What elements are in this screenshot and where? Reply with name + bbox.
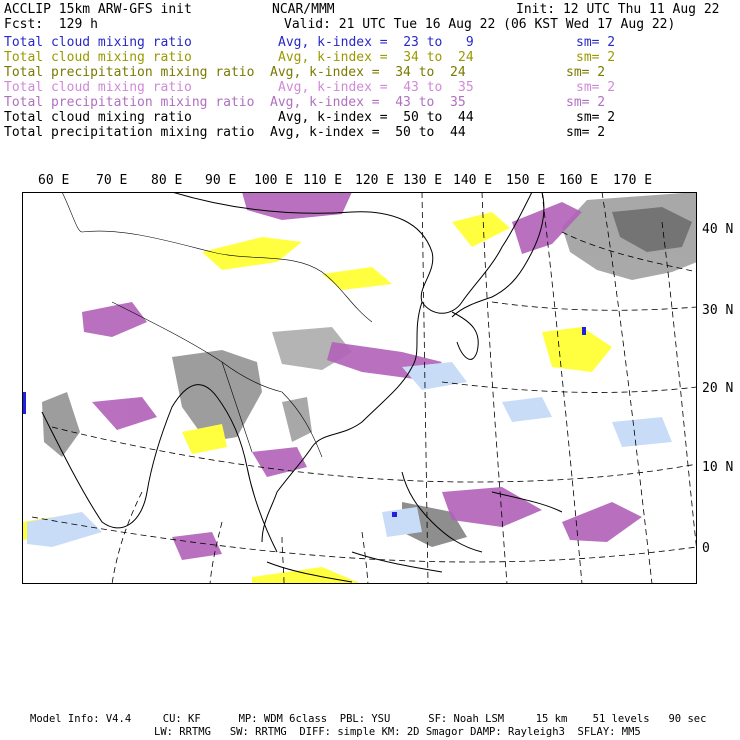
lon-label: 150 E [506, 173, 546, 188]
field-row [0, 125, 740, 140]
lon-label: 80 E [151, 173, 183, 188]
field-row [0, 95, 740, 110]
field-row [0, 35, 740, 50]
lon-label: 90 E [205, 173, 237, 188]
lat-label: 0 [702, 541, 710, 556]
field-avg: Avg, k-index = 50 to 44 [278, 110, 474, 125]
field-avg: Avg, k-index = 43 to 35 [278, 80, 474, 95]
field-label: Total cloud mixing ratio [4, 110, 192, 125]
field-row [0, 65, 740, 80]
lon-label: 140 E [453, 173, 493, 188]
field-row [0, 80, 740, 95]
field-avg: Avg, k-index = 43 to 35 [270, 95, 466, 110]
field-sm: sm= 2 [576, 110, 616, 125]
lon-label: 100 E [254, 173, 294, 188]
forecast-hour: Fcst: 129 h [4, 17, 98, 32]
lon-label: 60 E [38, 173, 70, 188]
field-avg: Avg, k-index = 34 to 24 [270, 65, 466, 80]
field-avg: Avg, k-index = 34 to 24 [278, 50, 474, 65]
field-label: Total cloud mixing ratio [4, 35, 192, 50]
field-sm: sm= 2 [566, 95, 606, 110]
field-row [0, 110, 740, 125]
lat-label: 40 N [702, 222, 734, 237]
field-row [0, 50, 740, 65]
lon-label: 160 E [559, 173, 599, 188]
field-avg: Avg, k-index = 50 to 44 [270, 125, 466, 140]
lon-label: 130 E [403, 173, 443, 188]
lat-label: 20 N [702, 381, 734, 396]
field-avg: Avg, k-index = 23 to 9 [278, 35, 474, 50]
field-label: Total precipitation mixing ratio [4, 125, 255, 140]
init-time: Init: 12 UTC Thu 11 Aug 22 [516, 2, 720, 17]
lon-label: 70 E [96, 173, 128, 188]
lon-label: 170 E [613, 173, 653, 188]
lon-label: 120 E [355, 173, 395, 188]
field-label: Total cloud mixing ratio [4, 80, 192, 95]
forecast-map [22, 192, 697, 584]
field-label: Total cloud mixing ratio [4, 50, 192, 65]
field-label: Total precipitation mixing ratio [4, 95, 255, 110]
model-title: ACCLIP 15km ARW-GFS init [4, 2, 192, 17]
footer-physics-info: LW: RRTMG SW: RRTMG DIFF: simple KM: 2D Smagor DAMP: Rayleigh3 SFLAY: MM5 [154, 726, 641, 738]
field-sm: sm= 2 [566, 125, 606, 140]
field-sm: sm= 2 [566, 65, 606, 80]
footer-model-info: Model Info: V4.4 CU: KF MP: WDM 6class PBL: YSU SF: Noah LSM 15 km 51 levels 90 sec [30, 713, 707, 725]
field-label: Total precipitation mixing ratio [4, 65, 255, 80]
field-sm: sm= 2 [576, 80, 616, 95]
lat-label: 30 N [702, 303, 734, 318]
lon-label: 110 E [303, 173, 343, 188]
center-label: NCAR/MMM [272, 2, 335, 17]
valid-time: Valid: 21 UTC Tue 16 Aug 22 (06 KST Wed 17 Aug 22) [284, 17, 676, 32]
field-sm: sm= 2 [576, 35, 616, 50]
field-sm: sm= 2 [576, 50, 616, 65]
lat-label: 10 N [702, 460, 734, 475]
